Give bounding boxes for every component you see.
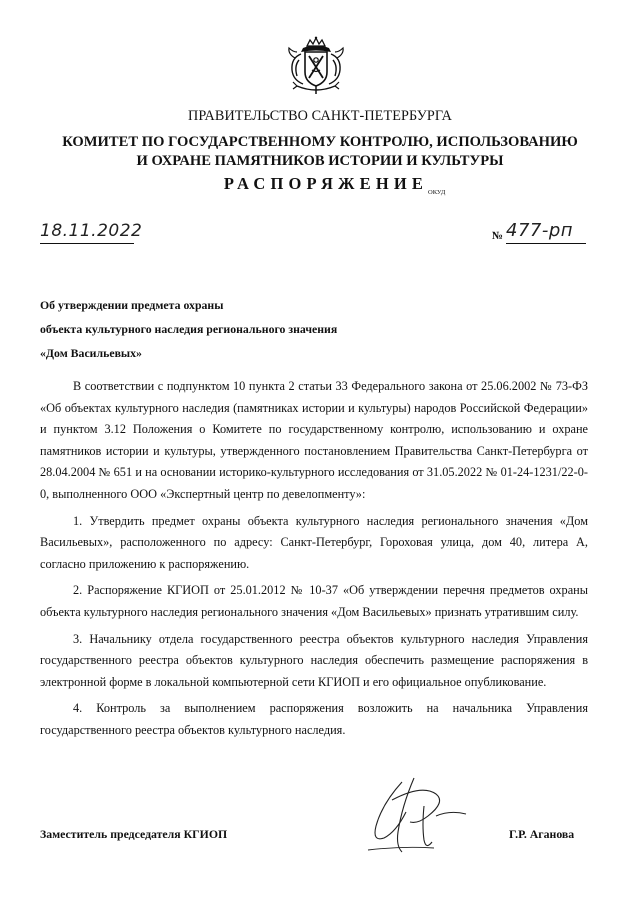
committee-line-1: КОМИТЕТ ПО ГОСУДАРСТВЕННОМУ КОНТРОЛЮ, ИСПОЛЬЗОВАНИЮ bbox=[62, 134, 578, 150]
coat-of-arms-icon bbox=[283, 36, 349, 96]
committee-line-2: И ОХРАНЕ ПАМЯТНИКОВ ИСТОРИИ И КУЛЬТУРЫ bbox=[136, 153, 504, 169]
government-name: ПРАВИТЕЛЬСТВО САНКТ-ПЕТЕРБУРГА bbox=[188, 108, 452, 124]
document-number-label: № bbox=[492, 230, 504, 242]
document-type: РАСПОРЯЖЕНИЕ bbox=[223, 174, 429, 193]
subject-line-3: «Дом Васильевых» bbox=[40, 346, 142, 360]
preamble-paragraph: В соответствии с подпунктом 10 пункта 2 статьи 33 Федерального закона от 25.06.2002 № 73-ФЗ «Об объектах культурного наследия (памятниках истории и культуры) народов Российской Федерации» и пунктом 3.12 Положения о Комитете по государственному контролю, использованию и охране памятников истории и культуры, утвержденного постановлением Правительства Санкт-Петербурга от 28.04.2004 № 651 и на основании историко-культурного исследования от 31.05.2022 № 01-24-1231/22-0-0, выполненного ООО «Экспертный центр по девелопменту»: bbox=[40, 379, 588, 501]
okud-label: ОКУД bbox=[428, 189, 446, 196]
document-number-field bbox=[506, 221, 586, 244]
item-2-paragraph: 2. Распоряжение КГИОП от 25.01.2012 № 10-37 «Об утверждении перечня предметов охраны объекта культурного наследия регионального значения «Дом Васильевых» признать утратившим силу. bbox=[40, 583, 588, 619]
document-body bbox=[40, 376, 588, 742]
document-subject bbox=[40, 293, 337, 365]
subject-line-2: объекта культурного наследия регионального значения bbox=[40, 322, 338, 336]
handwritten-signature-icon bbox=[362, 776, 472, 856]
item-4-paragraph: 4. Контроль за выполнением распоряжения возложить на начальника Управления государственного реестра объектов культурного наследия. bbox=[40, 701, 588, 737]
signatory-position: Заместитель председателя КГИОП bbox=[40, 827, 228, 841]
signatory-name: Г.Р. Аганова bbox=[509, 827, 575, 841]
document-date: 18.11.2022 bbox=[40, 221, 143, 241]
item-3-paragraph: 3. Начальнику отдела государственного реестра объектов культурного наследия Управления государственного реестра объектов культурного наследия обеспечить размещение распоряжения в электронной форме в локальной компьютерной сети КГИОП и его официальное опубликование. bbox=[40, 631, 588, 689]
document-number: 477-рп bbox=[506, 220, 574, 241]
committee-name bbox=[0, 133, 640, 171]
document-date-field bbox=[40, 221, 143, 244]
item-1-paragraph: 1. Утвердить предмет охраны объекта культурного наследия регионального значения «Дом Васильевых», расположенного по адресу: Санкт-Петербург, Гороховая улица, дом 40, литера А, согласно приложению к распоряжению. bbox=[40, 513, 588, 571]
subject-line-1: Об утверждении предмета охраны bbox=[40, 298, 224, 312]
